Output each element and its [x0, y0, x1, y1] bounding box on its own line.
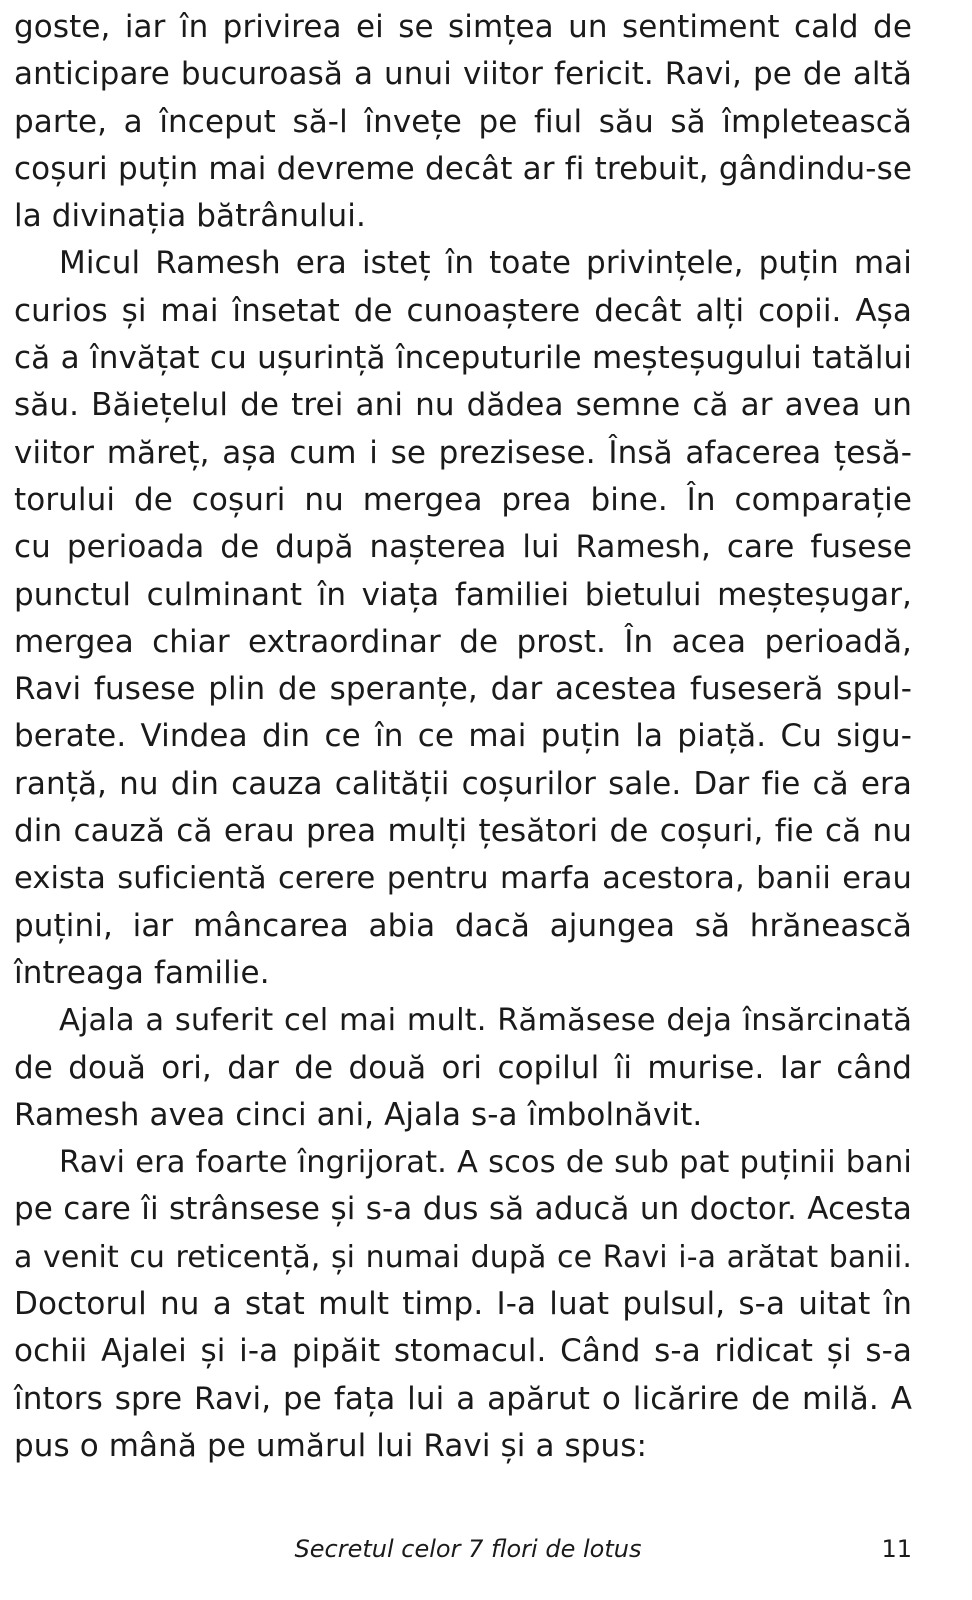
text-line: la divinația bătrânului.: [14, 198, 366, 235]
paragraph: [14, 1139, 912, 1470]
text-line: berate. Vindea din ce în ce mai puțin la piață. Cu sigu-: [14, 718, 912, 755]
text-line: curios și mai însetat de cunoaștere decât alți copii. Așa: [14, 292, 912, 329]
page-footer: [0, 1532, 972, 1566]
text-line: ranță, nu din cauza calității coșurilor sale. Dar fie că era: [14, 765, 912, 802]
page-body-text: [14, 4, 912, 1470]
text-line: cu perioada de după nașterea lui Ramesh, care fusese: [14, 529, 912, 566]
text-line: Micul Ramesh era isteț în toate privințele, puțin mai: [59, 245, 912, 282]
text-line: de două ori, dar de două ori copilul îi murise. Iar când: [14, 1049, 912, 1086]
paragraph: [14, 997, 912, 1139]
running-footer-title: Secretul celor 7 flori de lotus: [294, 1535, 642, 1563]
text-line: parte, a început să-l învețe pe fiul său să împletească: [14, 103, 912, 140]
text-line: Ravi fusese plin de speranțe, dar acestea fuseseră spul-: [14, 671, 912, 708]
text-line: a venit cu reticență, și numai după ce Ravi i-a arătat banii.: [14, 1239, 912, 1275]
paragraph: [14, 240, 912, 997]
text-line: Ravi era foarte îngrijorat. A scos de sub pat puținii bani: [59, 1145, 912, 1181]
text-line: Ajala a suferit cel mai mult. Rămăsese deja însărcinată: [59, 1003, 912, 1039]
text-line: ochii Ajalei și i-a pipăit stomacul. Când s-a ridicat și s-a: [14, 1333, 912, 1370]
text-line: puțini, iar mâncarea abia dacă ajungea să hrănească: [14, 907, 912, 944]
text-line: mergea chiar extraordinar de prost. În acea perioadă,: [14, 623, 912, 660]
text-line: viitor măreț, așa cum i se prezisese. Însă afacerea țesă-: [14, 434, 912, 471]
text-line: anticipare bucuroasă a unui viitor fericit. Ravi, pe de altă: [14, 56, 912, 93]
text-line: goste, iar în privirea ei se simțea un sentiment cald de: [14, 9, 912, 45]
text-line: că a învățat cu ușurință începuturile meșteșugului tatălui: [14, 340, 912, 377]
text-line: Ramesh avea cinci ani, Ajala s-a îmbolnăvit.: [14, 1096, 703, 1133]
paragraph: [14, 4, 912, 240]
text-line: punctul culminant în viața familiei bietului meșteșugar,: [14, 576, 912, 613]
text-line: exista suficientă cerere pentru marfa acestora, banii erau: [14, 861, 912, 897]
page-number: 11: [881, 1535, 912, 1563]
text-line: pus o mână pe umărul lui Ravi și a spus:: [14, 1427, 648, 1464]
text-line: întors spre Ravi, pe fața lui a apărut o licărire de milă. A: [14, 1380, 912, 1417]
text-line: pe care îi strânsese și s-a dus să aducă un doctor. Acesta: [14, 1191, 912, 1228]
text-line: Doctorul nu a stat mult timp. I-a luat pulsul, s-a uitat în: [14, 1286, 912, 1323]
text-line: coșuri puțin mai devreme decât ar fi trebuit, gândindu-se: [14, 150, 912, 187]
text-line: torului de coșuri nu mergea prea bine. În comparație: [14, 481, 912, 518]
text-line: din cauză că erau prea mulți țesători de coșuri, fie că nu: [14, 813, 912, 850]
text-line: său. Băiețelul de trei ani nu dădea semne că ar avea un: [14, 387, 912, 424]
text-line: întreaga familie.: [14, 954, 270, 991]
